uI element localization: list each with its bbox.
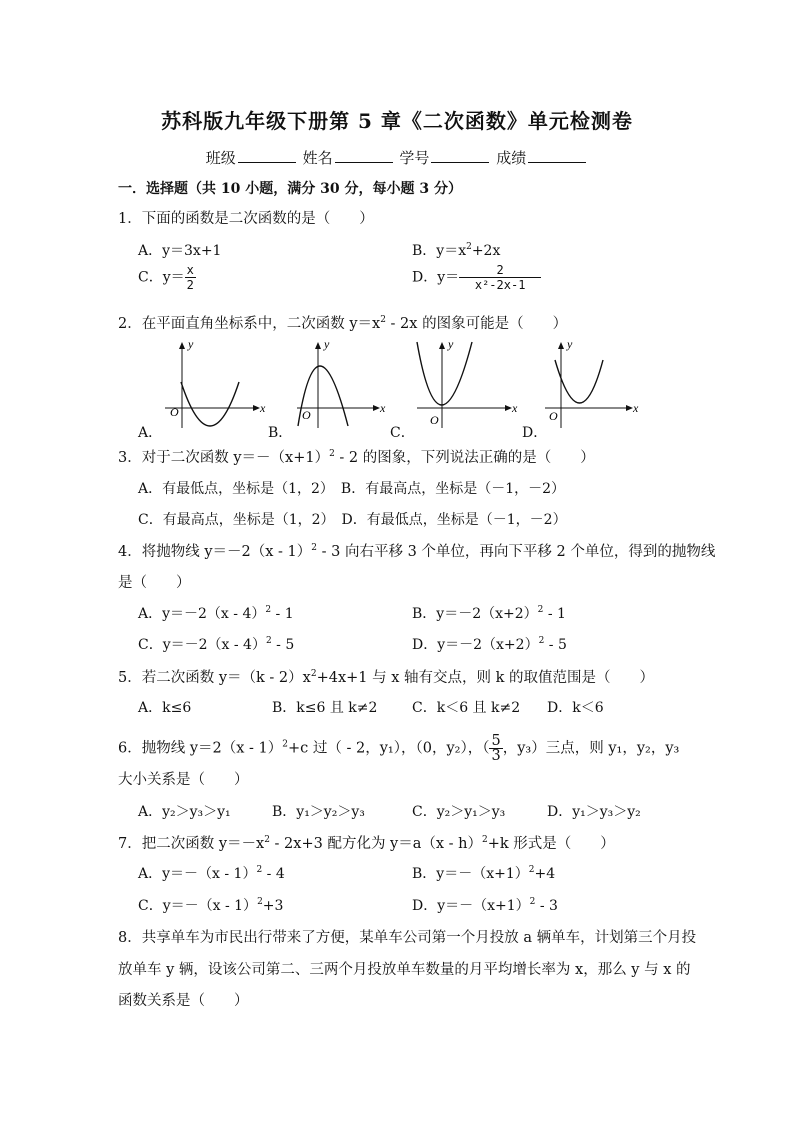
- q1-option-c: C．y＝ $\frac{x}{2}$: [138, 263, 194, 292]
- score-label: 成绩: [496, 149, 527, 167]
- parabola: [417, 342, 472, 405]
- q7-option-d: D．$y=-(x+1)^2 - 3$: [412, 897, 558, 914]
- q1-option-d: D．y＝ $\frac{2}{\text{x²-2x-1}}$: [412, 263, 541, 292]
- q6-option-d: D．y₁＞y₃＞y₂: [547, 804, 641, 820]
- svg-text:y: y: [448, 337, 454, 351]
- q2-label-d: D．: [522, 425, 548, 441]
- graph-a: [160, 336, 270, 436]
- parabola: [181, 382, 239, 426]
- q8-stem-line1: 8．共享单车为市民出行带来了方便，某单车公司第一个月投放 a 辆单车，计划第三个月投: [118, 930, 697, 946]
- class-blank[interactable]: [238, 148, 296, 163]
- q8-stem-line3: 函数关系是（ ）: [118, 993, 249, 1009]
- q3-stem: 3．对于二次函数 $y=-(x+1)^2 - 2$ 的图象，下列说法正确的是（ ）: [118, 449, 595, 466]
- q4-option-a: A．y＝－2（x - 4）$^2$ - 1: [138, 605, 294, 622]
- graph-d: [545, 336, 655, 436]
- q4-option-b: B．$y=-2(x+2)^2 - 1$: [412, 605, 566, 622]
- q4-stem: 4．将抛物线 y＝－2（x - 1）$^2$ - 3 向右平移 3 个单位，再向下平移 2 个单位，得到的抛物线: [118, 543, 716, 560]
- svg-text:O: O: [549, 409, 558, 423]
- q6-option-c: C．y₂＞y₁＞y₃: [412, 804, 506, 820]
- q6-stem: 6．抛物线 y＝2（x - 1）$^2$+c 过（ - 2，y₁），（0，y₂），（ $\frac{5}{3}$ ，y₃）三点，则 y₁，y₂，y₃: [118, 733, 680, 764]
- parabola: [555, 360, 603, 403]
- q4-option-d: D．$y=-2(x+2)^2 - 5$: [412, 636, 567, 653]
- q1-stem: 1．下面的函数是二次函数的是（ ）: [118, 211, 374, 227]
- y-axis-arrow: [179, 342, 185, 349]
- q3-options-row2: C．有最高点，坐标是（1，2） D．有最低点，坐标是（－1，－2）: [138, 512, 567, 528]
- q2-label-a: A．: [138, 425, 163, 441]
- q7-option-c: C．y＝－（x - 1）$^2$+3: [138, 897, 284, 914]
- q8-stem-line2: 放单车 y 辆，设该公司第二、三两个月投放单车数量的月平均增长率为 x，那么 y 与 x 的: [118, 962, 691, 978]
- q1-option-a: A．y＝3x+1: [138, 243, 222, 259]
- name-blank[interactable]: [335, 148, 393, 163]
- q1-option-b: B．$y=x^2+2x$: [412, 242, 501, 259]
- q6-stem-cont: 大小关系是（ ）: [118, 772, 249, 788]
- q3-options-row1: A．有最低点，坐标是（1，2） B．有最高点，坐标是（－1，－2）: [138, 481, 566, 497]
- q6-option-b: B．y₁＞y₂＞y₃: [272, 804, 365, 820]
- x-axis-arrow: [253, 405, 260, 411]
- q6-option-a: A．y₂＞y₃＞y₁: [138, 804, 231, 820]
- page-title: 苏科版九年级下册第 5 章《二次函数》单元检测卷: [161, 109, 633, 133]
- svg-text:x: x: [633, 401, 639, 415]
- q2-stem: 2．在平面直角坐标系中，二次函数 $y=x^2 - 2x$ 的图象可能是（ ）: [118, 315, 568, 332]
- section-heading: 一．选择题（共 10 小题，满分 30 分，每小题 3 分）: [118, 181, 462, 197]
- svg-text:O: O: [302, 408, 311, 422]
- student-id-label: 学号: [399, 149, 430, 167]
- score-blank[interactable]: [528, 148, 586, 163]
- svg-text:y: y: [567, 337, 573, 351]
- name-label: 姓名: [302, 149, 333, 167]
- q5-option-c: C．k＜6 且 k≠2: [412, 700, 521, 716]
- q5-option-a: A．k≤6: [138, 700, 192, 716]
- q2-label-b: B．: [268, 425, 293, 441]
- student-info-line: [0, 147, 794, 168]
- svg-text:x: x: [380, 401, 386, 415]
- x-label: x: [260, 401, 266, 415]
- q5-option-d: D．k＜6: [547, 700, 604, 716]
- q4-option-c: C．y＝－2（x - 4）$^2$ - 5: [138, 636, 295, 653]
- q7-stem: 7．把二次函数 $y=-x^2 - 2x+3$ 配方化为 y＝a（x - h）$^2$+k 形式是（ ）: [118, 835, 615, 852]
- graph-c: [412, 336, 522, 436]
- graph-b: [292, 336, 402, 436]
- svg-text:y: y: [324, 337, 330, 351]
- q7-option-b: B．$y=-(x+1)^2+4$: [412, 865, 556, 882]
- student-id-blank[interactable]: [431, 148, 489, 163]
- origin-label: O: [170, 405, 179, 419]
- class-label: 班级: [205, 149, 236, 167]
- q2-label-c: C．: [390, 425, 415, 441]
- q5-option-b: B．k≤6 且 k≠2: [272, 700, 378, 716]
- q7-option-a: A．y＝－（x - 1）$^2$ - 4: [138, 865, 285, 882]
- svg-text:x: x: [512, 401, 518, 415]
- y-label: y: [188, 337, 194, 351]
- q4-stem-cont: 是（ ）: [118, 575, 191, 591]
- svg-text:O: O: [430, 413, 439, 427]
- q5-stem: 5．若二次函数 $y=(k - 2)x^2+4x+1$ 与 x 轴有交点，则 k 的取值范围是（ ）: [118, 669, 655, 686]
